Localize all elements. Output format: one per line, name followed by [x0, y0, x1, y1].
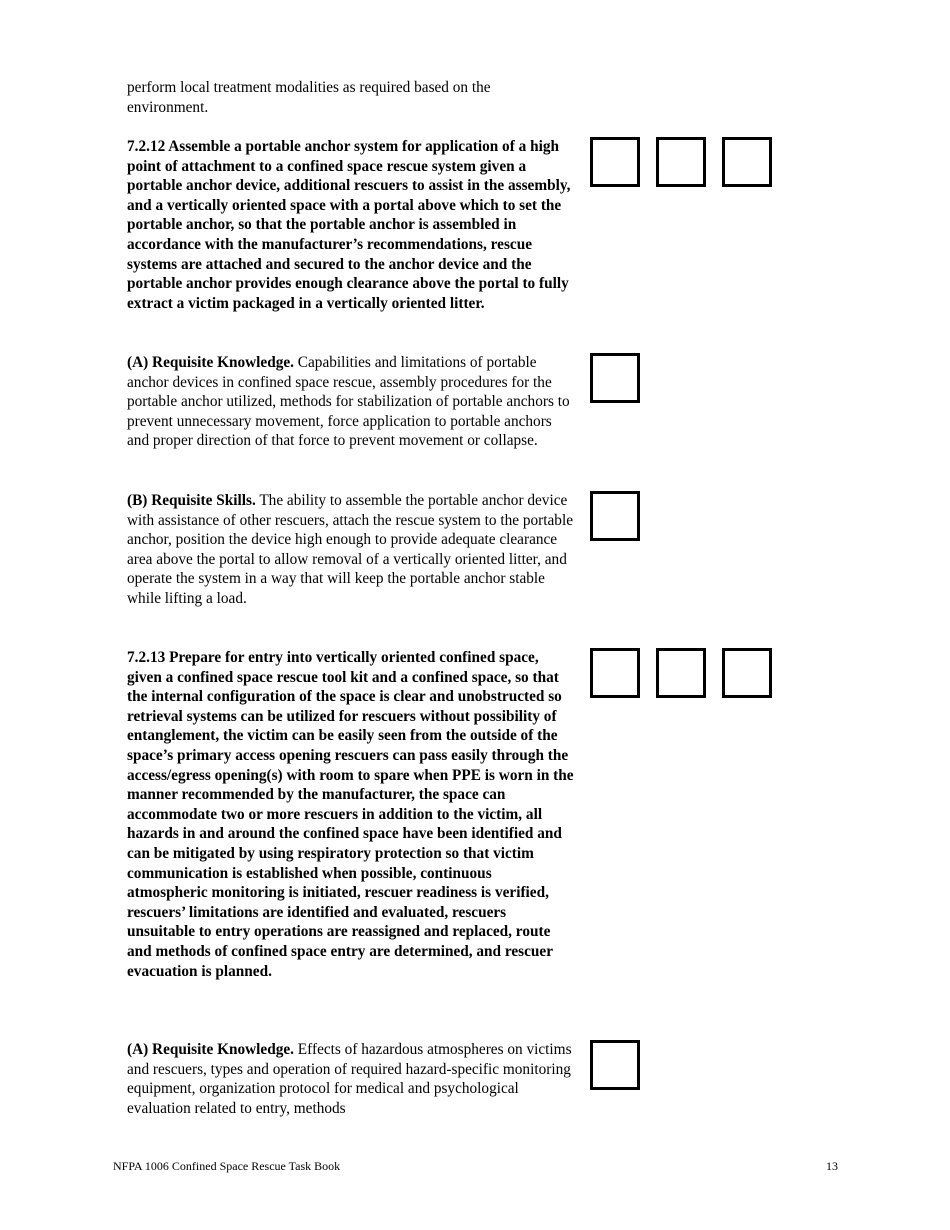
signoff-boxes-7-2-12-b: [590, 491, 640, 541]
section-7-2-13: [127, 648, 575, 981]
requisite-knowledge-label: (A) Requisite Knowledge.: [127, 1041, 294, 1058]
signoff-boxes-7-2-12-a: [590, 353, 640, 403]
section-7-2-12: [127, 137, 575, 313]
footer-title: NFPA 1006 Confined Space Rescue Task Book: [113, 1159, 341, 1173]
signoff-checkbox[interactable]: [590, 1040, 640, 1090]
section-7-2-13-a: [127, 1040, 575, 1118]
signoff-boxes-7-2-12: [590, 137, 772, 187]
requisite-knowledge-text: Capabilities and limitations of portable anchor devices in confined space rescue, assembly procedures for the portable anchor utilized, methods for stabilization of portable anchors to prevent unnecessary movement, force application to portable anchors and proper direction of that force to prevent movement or collapse.: [127, 354, 570, 450]
signoff-checkbox[interactable]: [590, 353, 640, 403]
section-7-2-13-text: 7.2.13 Prepare for entry into vertically oriented confined space, given a confined space rescue tool kit and a confined space, so that the internal configuration of the space is clear and unobstructed so retrieval systems can be utilized for rescuers without possibility of entanglement, the victim can be easily seen from the outside of the space’s primary access opening rescuers can pass easily through the access/egress opening(s) with room to spare when PPE is worn in the manner recommended by the manufacturer, the space can accommodate two or more rescuers in addition to the victim, all hazards in and around the confined space have been identified and can be mitigated by using respiratory protection so that victim communication is established when possible, continuous atmospheric monitoring is initiated, rescuer readiness is verified, rescuers’ limitations are identified and evaluated, rescuers unsuitable to entry operations are reassigned and replaced, route and methods of confined space entry are determined, and rescuer evacuation is planned.: [127, 649, 574, 980]
signoff-checkbox[interactable]: [590, 648, 640, 698]
signoff-checkbox[interactable]: [590, 491, 640, 541]
page-number: 13: [826, 1159, 838, 1173]
requisite-skills-label: (B) Requisite Skills.: [127, 492, 256, 509]
signoff-checkbox[interactable]: [656, 137, 706, 187]
signoff-checkbox[interactable]: [722, 137, 772, 187]
signoff-checkbox[interactable]: [722, 648, 772, 698]
section-7-2-12-a: [127, 353, 575, 451]
section-7-2-12-b: [127, 491, 575, 609]
intro-paragraph: [127, 78, 575, 117]
signoff-boxes-7-2-13: [590, 648, 772, 698]
requisite-skills-text: The ability to assemble the portable anchor device with assistance of other rescuers, attach the rescue system to the portable anchor, position the device high enough to provide adequate clearance area above the portal to allow removal of a vertically oriented litter, and operate the system in a way that will keep the portable anchor stable while lifting a load.: [127, 492, 573, 607]
requisite-knowledge-label: (A) Requisite Knowledge.: [127, 354, 294, 371]
intro-text: perform local treatment modalities as required based on the environment.: [127, 79, 491, 116]
signoff-checkbox[interactable]: [590, 137, 640, 187]
section-7-2-12-text: 7.2.12 Assemble a portable anchor system for application of a high point of attachment to a confined space rescue system given a portable anchor device, additional rescuers to assist in the assembly, and a vertically oriented space with a portal above which to set the portable anchor, so that the portable anchor is assembled in accordance with the manufacturer’s recommendations, rescue systems are attached and secured to the anchor device and the portable anchor provides enough clearance above the portal to fully extract a victim packaged in a vertically oriented litter.: [127, 138, 571, 312]
signoff-boxes-7-2-13-a: [590, 1040, 640, 1090]
requisite-knowledge-text: Effects of hazardous atmospheres on victims and rescuers, types and operation of required hazard-specific monitoring equipment, organization protocol for medical and psychological evaluation related to entry, methods: [127, 1041, 572, 1117]
signoff-checkbox[interactable]: [656, 648, 706, 698]
